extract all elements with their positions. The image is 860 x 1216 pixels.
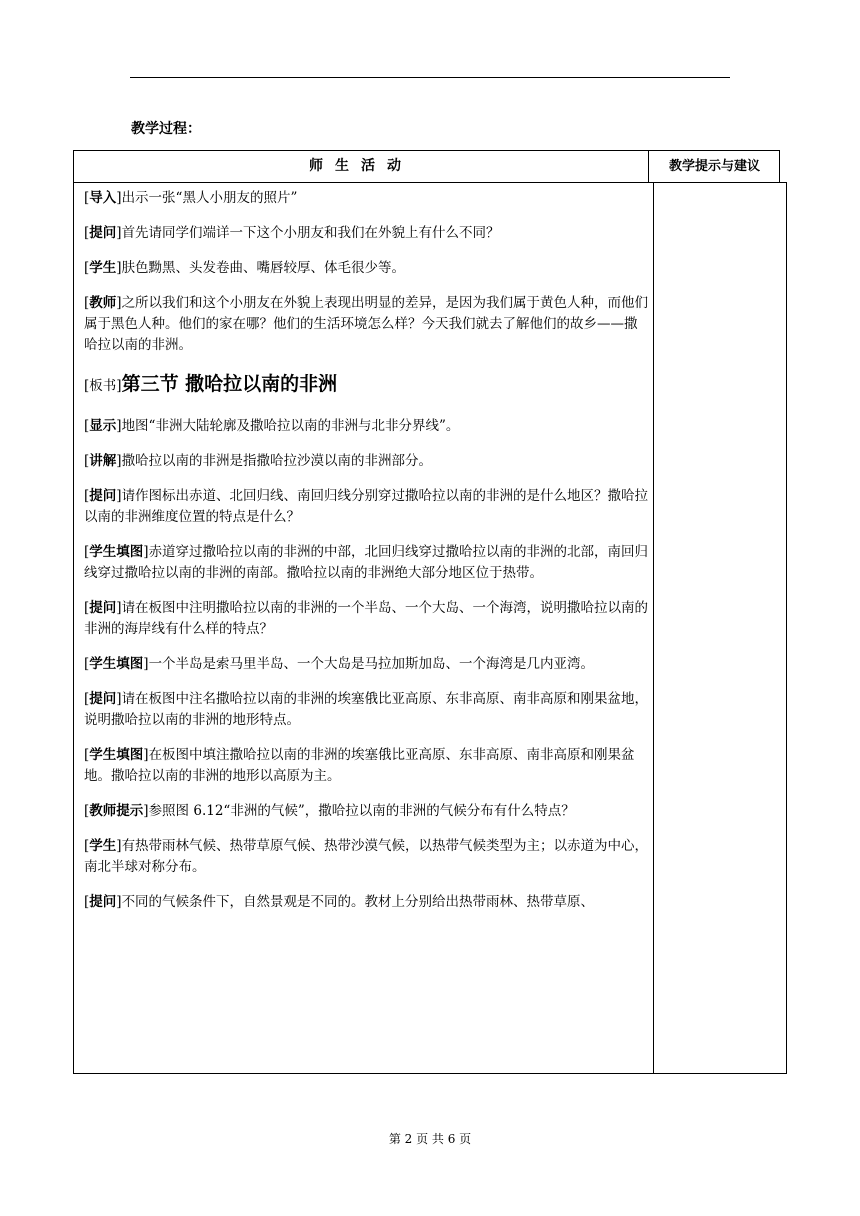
paragraph-question: [提问]请在板图中注明撒哈拉以南的非洲的一个半岛、一个大岛、一个海湾，说明撒哈拉以南的非洲的海岸线有什么样的特点？ bbox=[84, 600, 649, 637]
paragraph-text: 肤色黝黑、头发卷曲、嘴唇较厚、体毛很少等。 bbox=[121, 260, 406, 276]
paragraph-intro: [导入]出示一张“黑人小朋友的照片” bbox=[84, 190, 298, 206]
paragraph-tag: 显示 bbox=[89, 418, 117, 434]
paragraph-tag: 导入 bbox=[89, 190, 117, 206]
paragraph-text: 有热带雨林气候、热带草原气候、热带沙漠气候，以热带气候类型为主；以赤道为中心，南北半球对称分布。 bbox=[84, 838, 649, 875]
paragraph-text: 请作图标出赤道、北回归线、南回归线分别穿过撒哈拉以南的非洲的是什么地区？撒哈拉以南的非洲维度位置的特点是什么？ bbox=[84, 488, 649, 525]
paragraph-text: 在板图中填注撒哈拉以南的非洲的埃塞俄比亚高原、东非高原、南非高原和刚果盆地。撒哈拉以南的非洲的地形以高原为主。 bbox=[84, 747, 635, 784]
paragraph-question: [提问]请在板图中注名撒哈拉以南的非洲的埃塞俄比亚高原、东非高原、南非高原和刚果盆地，说明撒哈拉以南的非洲的地形特点。 bbox=[84, 691, 649, 728]
paragraph-text: 参照图 6.12“非洲的气候”，撒哈拉以南的非洲的气候分布有什么特点？ bbox=[148, 803, 575, 819]
paragraph-tag: 提问 bbox=[89, 600, 117, 616]
paragraph-tag: 教师 bbox=[89, 295, 117, 311]
paragraph-question: [提问]请作图标出赤道、北回归线、南回归线分别穿过撒哈拉以南的非洲的是什么地区？撒哈拉以南的非洲维度位置的特点是什么？ bbox=[84, 488, 649, 525]
paragraph-text: 撒哈拉以南的非洲是指撒哈拉沙漠以南的非洲部分。 bbox=[121, 453, 433, 469]
lesson-title: 第三节 撒哈拉以南的非洲 bbox=[121, 373, 338, 395]
paragraph-text: 出示一张“黑人小朋友的照片” bbox=[121, 190, 298, 206]
paragraph-student-map: [学生填图]一个半岛是索马里半岛、一个大岛是马拉加斯加岛、一个海湾是几内亚湾。 bbox=[84, 656, 595, 672]
paragraph-tag: 教师提示 bbox=[89, 803, 144, 819]
column-header-tips: 教学提示与建议 bbox=[668, 159, 760, 174]
paragraph-text: 之所以我们和这个小朋友在外貌上表现出明显的差异，是因为我们属于黄色人种，而他们属于黑色人种。他们的家在哪？他们的生活环境怎么样？今天我们就去了解他们的故乡——撒哈拉以南的非洲。 bbox=[84, 295, 649, 353]
paragraph-text: 地图“非洲大陆轮廓及撒哈拉以南的非洲与北非分界线”。 bbox=[121, 418, 460, 434]
paragraph-question: [提问]不同的气候条件下，自然景观是不同的。教材上分别给出热带雨林、热带草原、 bbox=[84, 894, 595, 910]
header-rule bbox=[130, 77, 730, 78]
paragraph-student-map: [学生填图]赤道穿过撒哈拉以南的非洲的中部，北回归线穿过撒哈拉以南的非洲的北部，南回归线穿过撒哈拉以南的非洲的南部。撒哈拉以南的非洲绝大部分地区位于热带。 bbox=[84, 544, 649, 581]
paragraph-tag: 提问 bbox=[89, 691, 117, 707]
paragraph-text: 赤道穿过撒哈拉以南的非洲的中部，北回归线穿过撒哈拉以南的非洲的北部，南回归线穿过撒哈拉以南的非洲的南部。撒哈拉以南的非洲绝大部分地区位于热带。 bbox=[84, 544, 649, 581]
paragraph-tag: 学生 bbox=[89, 838, 117, 854]
paragraph-question: [提问]首先请同学们端详一下这个小朋友和我们在外貌上有什么不同？ bbox=[84, 225, 500, 241]
body-column-divider bbox=[653, 182, 654, 1074]
paragraph-explain: [讲解]撒哈拉以南的非洲是指撒哈拉沙漠以南的非洲部分。 bbox=[84, 453, 433, 469]
paragraph-tag: 讲解 bbox=[89, 453, 117, 469]
paragraph-tag: 提问 bbox=[89, 894, 117, 910]
paragraph-display: [显示]地图“非洲大陆轮廓及撒哈拉以南的非洲与北非分界线”。 bbox=[84, 418, 460, 434]
paragraph-text: 请在板图中注名撒哈拉以南的非洲的埃塞俄比亚高原、东非高原、南非高原和刚果盆地，说明撒哈拉以南的非洲的地形特点。 bbox=[84, 691, 649, 728]
paragraph-student: [学生]有热带雨林气候、热带草原气候、热带沙漠气候，以热带气候类型为主；以赤道为中心，南北半球对称分布。 bbox=[84, 838, 649, 875]
paragraph-text: 不同的气候条件下，自然景观是不同的。教材上分别给出热带雨林、热带草原、 bbox=[121, 894, 595, 910]
column-header-activities: 师生活动 bbox=[309, 158, 413, 174]
paragraph-student-map: [学生填图]在板图中填注撒哈拉以南的非洲的埃塞俄比亚高原、东非高原、南非高原和刚果盆地。撒哈拉以南的非洲的地形以高原为主。 bbox=[84, 747, 635, 784]
paragraph-tag: 学生填图 bbox=[89, 747, 144, 763]
paragraph-blackboard: [板书]第三节 撒哈拉以南的非洲 bbox=[84, 373, 338, 395]
paragraph-tag: 提问 bbox=[89, 488, 117, 504]
paragraph-text: 请在板图中注明撒哈拉以南的非洲的一个半岛、一个大岛、一个海湾，说明撒哈拉以南的非洲的海岸线有什么样的特点？ bbox=[84, 600, 649, 637]
section-label: 教学过程： bbox=[131, 121, 201, 137]
paragraph-tag: 学生填图 bbox=[89, 544, 144, 560]
paragraph-tag: 板书 bbox=[89, 378, 117, 394]
paragraph-student: [学生]肤色黝黑、头发卷曲、嘴唇较厚、体毛很少等。 bbox=[84, 260, 406, 276]
paragraph-tag: 学生 bbox=[89, 260, 117, 276]
paragraph-text: 一个半岛是索马里半岛、一个大岛是马拉加斯加岛、一个海湾是几内亚湾。 bbox=[148, 656, 595, 672]
paragraph-teacher: [教师]之所以我们和这个小朋友在外貌上表现出明显的差异，是因为我们属于黄色人种，而他们属于黑色人种。他们的家在哪？他们的生活环境怎么样？今天我们就去了解他们的故乡——撒哈拉以南的非洲。 bbox=[84, 295, 649, 353]
paragraph-tag: 提问 bbox=[89, 225, 117, 241]
paragraph-text: 首先请同学们端详一下这个小朋友和我们在外貌上有什么不同？ bbox=[121, 225, 500, 241]
page-footer: 第 2 页 共 6 页 bbox=[388, 1132, 472, 1146]
paragraph-tag: 学生填图 bbox=[89, 656, 144, 672]
activities-cell bbox=[84, 188, 650, 927]
paragraph-teacher-hint: [教师提示]参照图 6.12“非洲的气候”，撒哈拉以南的非洲的气候分布有什么特点？ bbox=[84, 803, 575, 819]
